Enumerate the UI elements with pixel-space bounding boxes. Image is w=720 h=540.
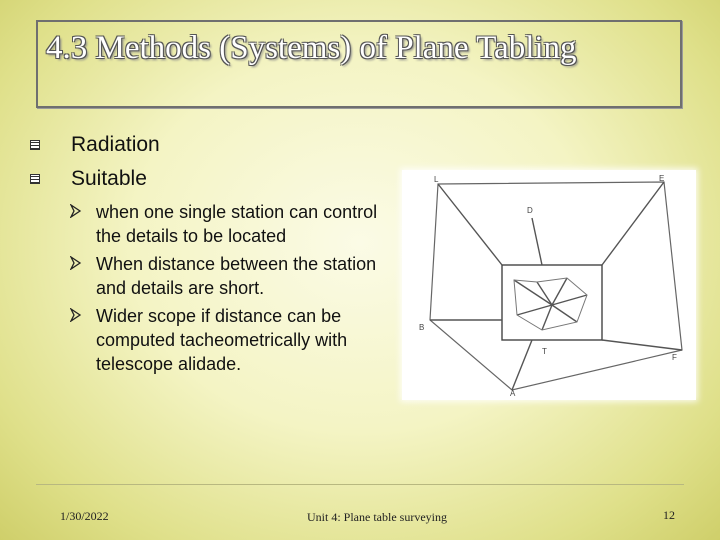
point-label-t: T	[542, 347, 547, 356]
sub-bullet-list	[70, 200, 380, 380]
radiation-diagram	[402, 170, 696, 400]
square-bullet-icon	[30, 140, 40, 150]
bullet-text: Radiation	[71, 133, 160, 156]
square-bullet-icon	[30, 174, 40, 184]
footer-date: 1/30/2022	[60, 509, 109, 523]
point-label-f: F	[672, 353, 677, 362]
bullet-text: Suitable	[71, 167, 147, 190]
radiation-diagram-svg	[402, 170, 696, 400]
slide-title: 4.3 Methods (Systems) of Plane Tabling	[46, 30, 577, 66]
sub-bullet-text: When distance between the station and details are short.	[96, 254, 377, 298]
sub-bullet-item	[70, 304, 380, 376]
arrow-bullet-icon	[70, 308, 82, 322]
point-label-e: E	[659, 174, 665, 183]
sub-bullet-item	[70, 252, 380, 300]
footer-text: Unit 4: Plane table surveying	[307, 510, 447, 524]
sub-bullet-text: when one single station can control the details to be located	[96, 202, 378, 246]
point-label-a: A	[510, 389, 516, 398]
title-box	[36, 20, 682, 108]
point-label-b: B	[419, 323, 425, 332]
sub-bullet-text: Wider scope if distance can be computed tacheometrically with telescope alidade.	[96, 306, 348, 374]
arrow-bullet-icon	[70, 204, 82, 218]
arrow-bullet-icon	[70, 256, 82, 270]
sub-bullet-item	[70, 200, 380, 248]
footer-divider	[36, 484, 684, 485]
point-label-d: D	[527, 206, 533, 215]
point-label-l: L	[434, 175, 439, 184]
page-number: 12	[663, 508, 675, 522]
